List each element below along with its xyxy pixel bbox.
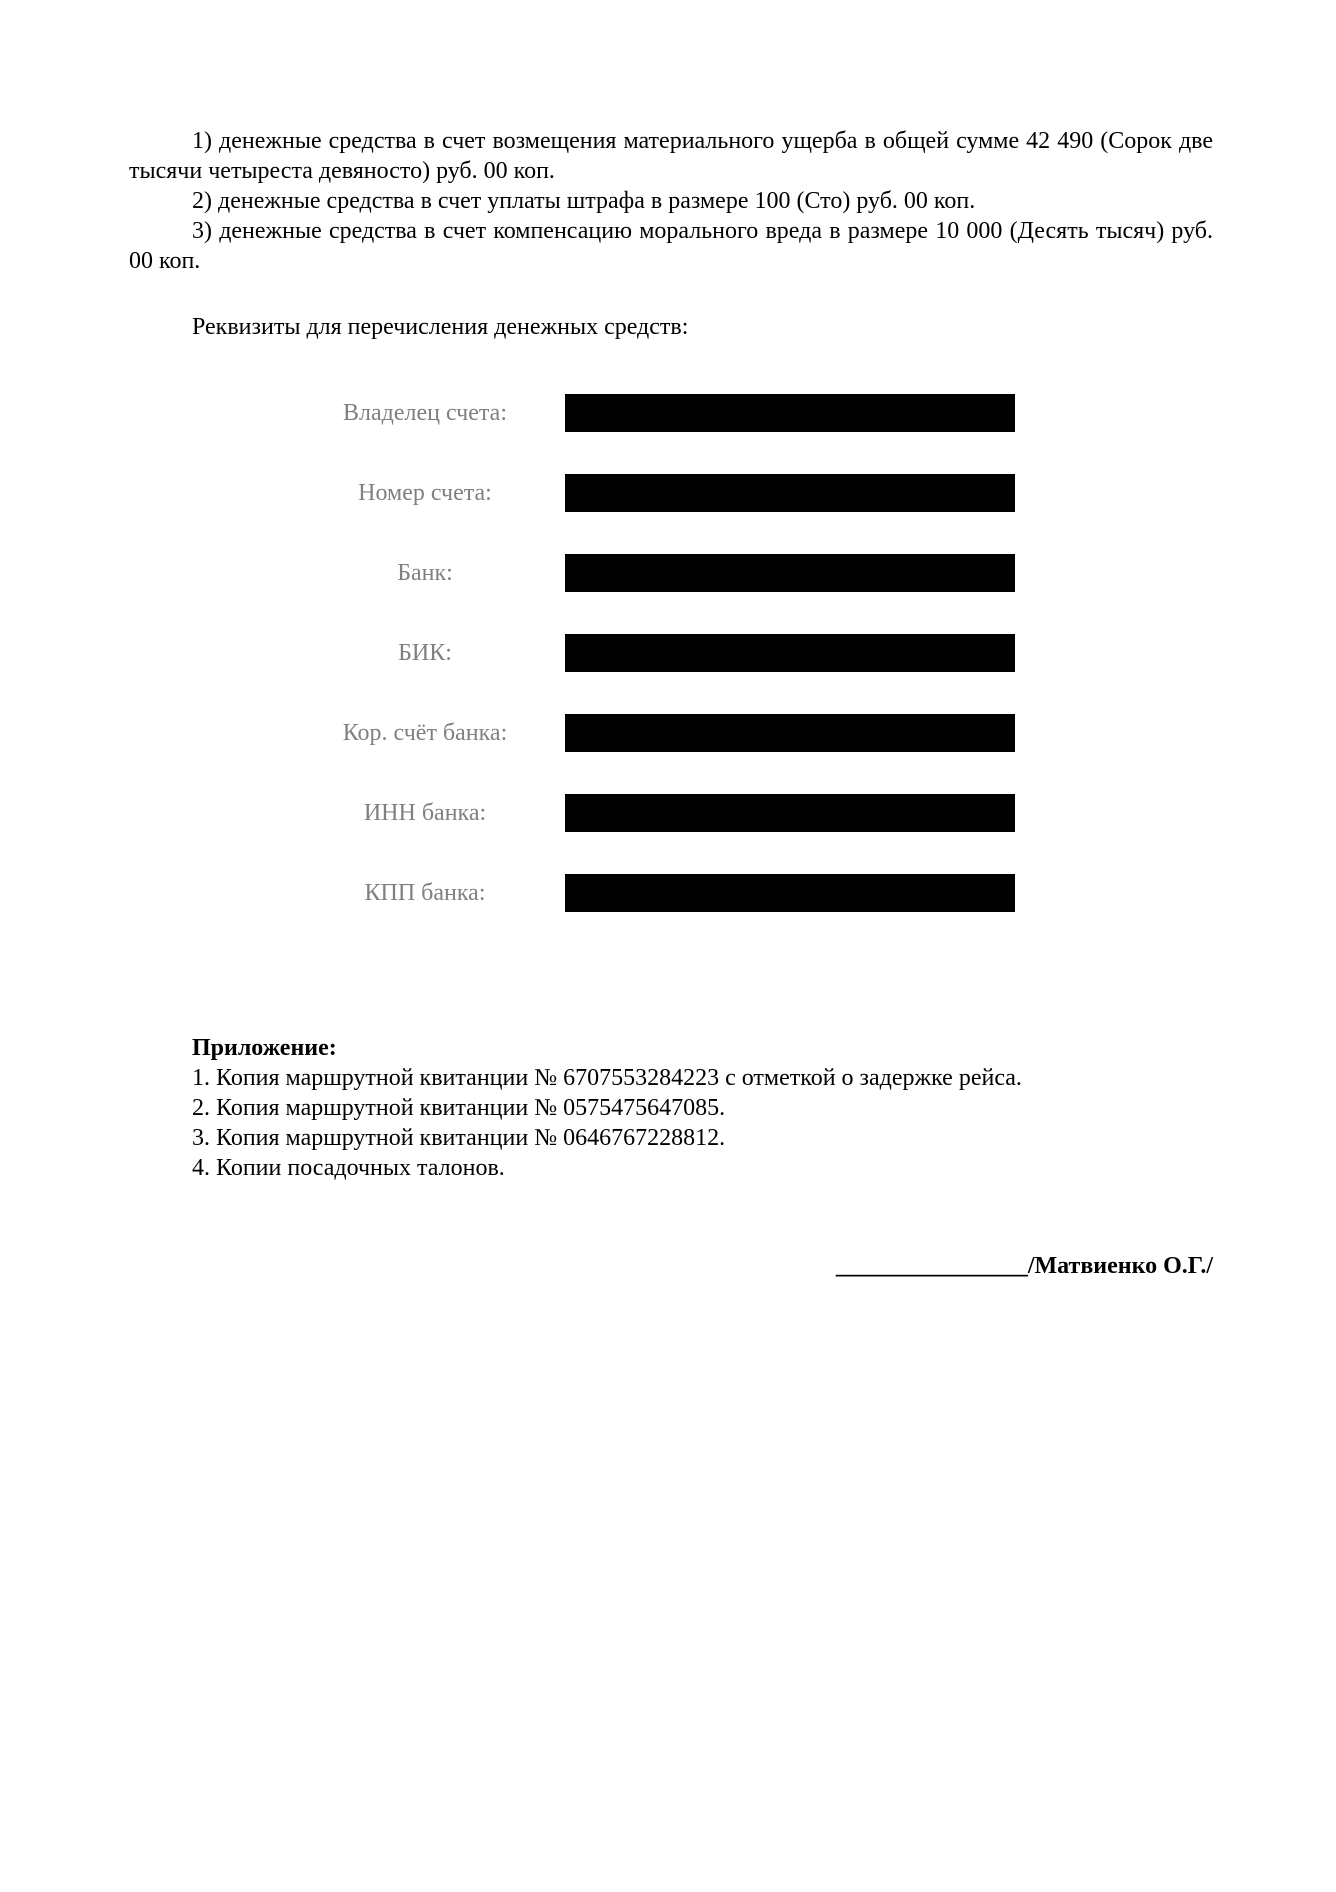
requisite-row-kpp xyxy=(325,873,1015,913)
requisite-label: Кор. счёт банка: xyxy=(342,720,508,746)
appendix-item: 1. Копия маршрутной квитанции № 6707553284223 с отметкой о задержке рейса. xyxy=(192,1065,1022,1091)
paragraph-moral-damage: 3) денежные средства в счет компенсацию морального вреда в размере 10 000 (Десять тысяч) руб. 00 коп. xyxy=(129,218,1213,274)
requisite-label: КПП банка: xyxy=(364,880,486,906)
requisite-row-inn xyxy=(325,793,1015,833)
redaction-bar xyxy=(565,714,1015,752)
payment-list xyxy=(129,126,1213,276)
requisite-label: Номер счета: xyxy=(358,480,492,506)
redaction-bar xyxy=(565,554,1015,592)
appendix-title: Приложение: xyxy=(192,1035,337,1061)
requisite-label: Банк: xyxy=(397,560,453,586)
redaction-bar xyxy=(565,394,1015,432)
signature-line: ________________/Матвиенко О.Г./ xyxy=(835,1253,1213,1279)
requisite-row-bank xyxy=(325,553,1015,593)
redaction-bar xyxy=(565,794,1015,832)
requisites-table xyxy=(325,393,1015,953)
requisite-row-bik xyxy=(325,633,1015,673)
appendix-item: 3. Копия маршрутной квитанции № 0646767228812. xyxy=(192,1125,726,1151)
redaction-bar xyxy=(565,474,1015,512)
appendix-section xyxy=(192,1033,1022,1183)
requisite-label: БИК: xyxy=(398,640,452,666)
requisite-row-account-number xyxy=(325,473,1015,513)
requisites-heading: Реквизиты для перечисления денежных средств: xyxy=(192,314,689,340)
appendix-item: 2. Копия маршрутной квитанции № 0575475647085. xyxy=(192,1095,726,1121)
redaction-bar xyxy=(565,874,1015,912)
requisite-label: Владелец счета: xyxy=(343,400,507,426)
appendix-item: 4. Копии посадочных талонов. xyxy=(192,1155,505,1181)
paragraph-fine: 2) денежные средства в счет уплаты штрафа в размере 100 (Сто) руб. 00 коп. xyxy=(192,188,976,214)
requisite-row-correspondent-account xyxy=(325,713,1015,753)
redaction-bar xyxy=(565,634,1015,672)
requisite-label: ИНН банка: xyxy=(363,800,487,826)
paragraph-material-damage: 1) денежные средства в счет возмещения материального ущерба в общей сумме 42 490 (Сорок две тысячи четыреста девяносто) руб. 00 коп. xyxy=(129,128,1213,184)
requisite-row-account-owner xyxy=(325,393,1015,433)
